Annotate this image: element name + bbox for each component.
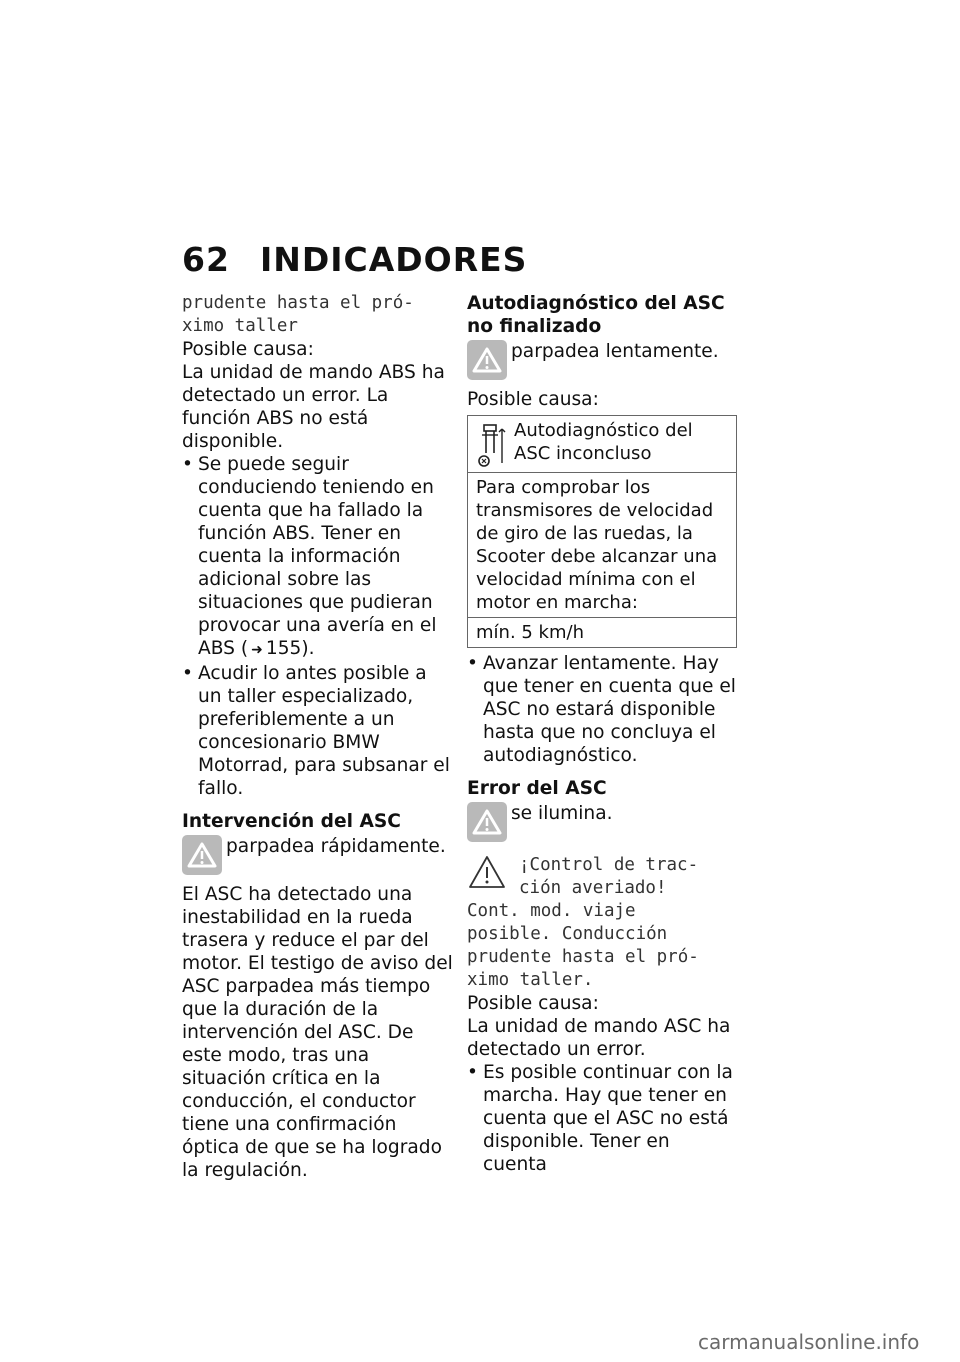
page-reference: 155).	[265, 638, 315, 659]
indicator-row	[467, 340, 739, 380]
warning-triangle-icon	[467, 802, 507, 842]
indicator-row	[467, 802, 739, 842]
cause-label: Posible causa:	[182, 339, 314, 360]
warning-triangle-icon	[467, 340, 507, 380]
list-item	[467, 652, 739, 767]
indicator-status: parpadea rápidamente.	[226, 836, 446, 857]
cause-label: Posible causa:	[467, 389, 599, 410]
list-item	[182, 662, 454, 800]
cause-text: La unidad de mando ASC ha detectado un error.	[467, 1016, 731, 1060]
indicator-status: parpadea lentamente.	[511, 341, 719, 362]
watermark-link[interactable]: carmanualsonline.info	[698, 1330, 920, 1354]
info-table	[467, 415, 737, 648]
indicator-row	[182, 835, 454, 875]
page-number: 62	[182, 240, 230, 279]
cause-text: La unidad de mando ABS ha detectado un error. La función ABS no está disponible.	[182, 362, 445, 452]
table-title: Autodiagnóstico del ASC inconcluso	[514, 420, 693, 464]
table-value-cell: mín. 5 km/h	[468, 618, 737, 648]
page-header	[182, 240, 527, 279]
warning-triangle-icon	[182, 835, 222, 875]
cause-label: Posible causa:	[467, 993, 599, 1014]
table-description-cell: Para comprobar los transmisores de velocidad de giro de las ruedas, la Scooter debe alcanzar una velocidad mínima con el motor en marcha:	[468, 473, 737, 618]
section-heading: Autodiagnóstico del ASC no finalizado	[467, 293, 725, 337]
indicator-status: se ilumina.	[511, 803, 613, 824]
bullet-text: Se puede seguir conduciendo teniendo en cuenta que ha fallado la función ABS. Tener en cuenta la información adicional sobre las situaciones que pudieran provocar una avería en el ABS	[198, 454, 437, 659]
warning-triangle-icon	[467, 854, 507, 890]
right-column	[467, 292, 739, 1176]
intervention-text: El ASC ha detectado una inestabilidad en la rueda trasera y reduce el par del motor. El testigo de aviso del ASC parpadea más tiempo que la duración de la intervención del ASC. De este modo, tras una situación crítica en la conducción, el conductor tiene una confirmación óptica de que se ha logrado la regulación.	[182, 884, 453, 1181]
bullet-text: Acudir lo antes posible a un taller especializado, preferiblemente a un concesionario BMW Motorrad, para subsanar el fallo.	[198, 663, 450, 799]
bullet-text: Es posible continuar con la marcha. Hay que tener en cuenta que el ASC no está disponible. Tener en cuenta	[483, 1062, 733, 1175]
self-diagnosis-icon	[476, 423, 506, 469]
display-message-first: ¡Control de trac- ción averiado!	[519, 855, 699, 898]
display-message-block	[467, 854, 739, 900]
list-item: • Se puede seguir conduciendo teniendo en cuenta que ha fallado la función ABS. Tener en cuenta la información adicional sobre las situaciones que pudieran provocar una avería en el ABS ( ➜ 155).	[182, 453, 454, 662]
display-message-rest: Cont. mod. viaje posible. Conducción prudente hasta el pró- ximo taller.	[467, 901, 699, 990]
section-heading: Intervención del ASC	[182, 811, 401, 832]
display-message-continued: prudente hasta el pró- ximo taller	[182, 293, 414, 336]
table-header-cell	[468, 416, 737, 473]
reference-arrow-icon: ➜	[251, 642, 263, 658]
left-column	[182, 292, 454, 1182]
bullet-text: Avanzar lentamente. Hay que tener en cuenta que el ASC no estará disponible hasta que no concluya el autodiagnóstico.	[483, 653, 736, 766]
section-title: INDICADORES	[259, 240, 528, 279]
section-heading: Error del ASC	[467, 778, 607, 799]
list-item	[467, 1061, 739, 1176]
